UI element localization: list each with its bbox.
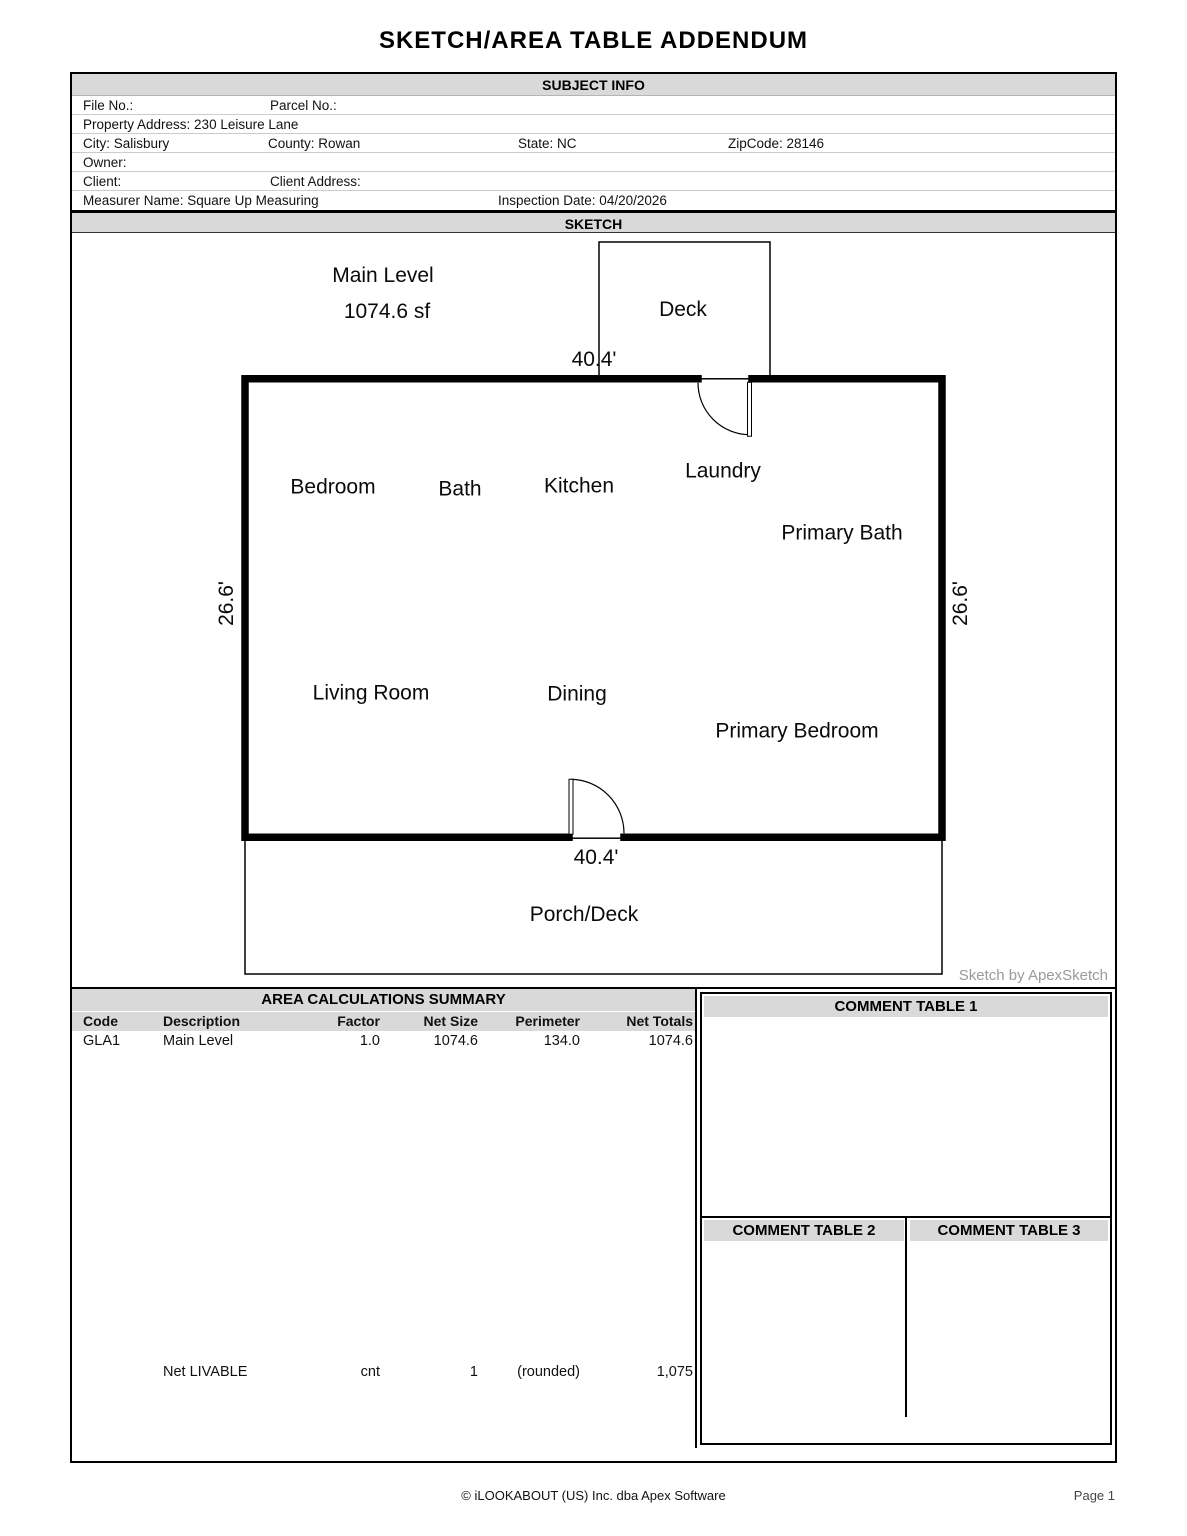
floorplan-walls (245, 379, 942, 837)
col-header-net-size: Net Size (423, 1013, 478, 1029)
net-cell-factor: cnt (360, 1364, 380, 1380)
page-footer (70, 1488, 1117, 1506)
field-city: City: Salisbury (83, 136, 170, 151)
top-door-arc (698, 383, 750, 435)
comment-tables-2-3 (702, 1218, 1110, 1443)
room-label-dining: Dining (547, 682, 607, 706)
room-label-living-room: Living Room (312, 681, 430, 705)
col-header-code: Code (83, 1013, 118, 1029)
dim-left: 26.6' (214, 581, 239, 626)
level-area-label: 1074.6 sf (343, 299, 431, 323)
bottom-door-arc (571, 779, 624, 833)
net-cell-net-size: 1 (469, 1364, 478, 1380)
col-header-factor: Factor (337, 1013, 380, 1029)
field-property-address: Property Address: 230 Leisure Lane (83, 117, 299, 132)
col-header-net-totals: Net Totals (626, 1013, 693, 1029)
net-cell-perimeter: (rounded) (517, 1364, 580, 1380)
net-cell-net-totals: 1,075 (656, 1364, 693, 1380)
room-label-deck: Deck (659, 297, 707, 321)
field-inspection-date: Inspection Date: 04/20/2026 (498, 193, 667, 208)
comment-tables-panel (697, 989, 1115, 1448)
comment-table-3 (908, 1218, 1110, 1443)
col-header-description: Description (163, 1013, 241, 1029)
sketch-header: SKETCH (72, 210, 1115, 233)
comment-table-2 (702, 1218, 906, 1443)
dim-right: 26.6' (948, 581, 973, 626)
room-label-primary-bath: Primary Bath (781, 521, 903, 545)
col-header-perimeter: Perimeter (515, 1013, 580, 1029)
cell-net-totals: 1074.6 (648, 1033, 693, 1049)
document-frame (70, 72, 1117, 1463)
field-client: Client: (83, 174, 122, 189)
subject-row-6 (72, 191, 1115, 210)
area-summary-column-headers (72, 1012, 695, 1031)
area-calculations-panel (72, 989, 697, 1448)
cell-factor: 1.0 (359, 1033, 380, 1049)
comment-table-2-header: COMMENT TABLE 2 (704, 1220, 904, 1241)
cell-net-size: 1074.6 (433, 1033, 478, 1049)
field-zipcode: ZipCode: 28146 (728, 136, 825, 151)
cell-perimeter: 134.0 (543, 1033, 580, 1049)
net-cell-description: Net LIVABLE (163, 1364, 248, 1380)
room-label-laundry: Laundry (685, 459, 761, 483)
field-file-no: File No.: (83, 98, 134, 113)
field-client-address: Client Address: (270, 174, 361, 189)
field-owner: Owner: (83, 155, 127, 170)
net-livable-row (72, 1362, 695, 1382)
comment-tables-divider (905, 1218, 907, 1417)
field-parcel-no: Parcel No.: (270, 98, 337, 113)
sketch-canvas (72, 233, 1115, 987)
field-measurer-name: Measurer Name: Square Up Measuring (83, 193, 319, 208)
comment-table-1 (702, 994, 1110, 1218)
table-row (72, 1031, 695, 1052)
subject-row-3 (72, 134, 1115, 153)
room-label-bedroom: Bedroom (290, 475, 376, 499)
floorplan-sketch (72, 233, 1115, 987)
bottom-door-leaf (569, 779, 573, 834)
sketch-credit: Sketch by ApexSketch (958, 967, 1108, 985)
comment-table-1-header: COMMENT TABLE 1 (704, 996, 1108, 1017)
cell-code: GLA1 (83, 1033, 121, 1049)
comment-table-3-header: COMMENT TABLE 3 (910, 1220, 1108, 1241)
level-label: Main Level (332, 263, 434, 287)
subject-row-2 (72, 115, 1115, 134)
top-door-leaf (748, 382, 752, 436)
room-label-porch-deck: Porch/Deck (529, 903, 639, 927)
cell-description: Main Level (163, 1033, 234, 1049)
area-summary-header: AREA CALCULATIONS SUMMARY (72, 989, 695, 1011)
subject-row-5 (72, 172, 1115, 191)
dim-top: 40.4' (571, 347, 617, 371)
footer-page-number: Page 1 (1073, 1488, 1115, 1503)
room-label-kitchen: Kitchen (544, 474, 614, 498)
footer-copyright: © iLOOKABOUT (US) Inc. dba Apex Software (461, 1488, 726, 1503)
room-label-bath: Bath (438, 477, 482, 501)
bottom-section (72, 987, 1115, 1448)
field-state: State: NC (518, 136, 577, 151)
field-county: County: Rowan (268, 136, 361, 151)
subject-row-4 (72, 153, 1115, 172)
page-title: SKETCH/AREA TABLE ADDENDUM (378, 27, 809, 54)
comment-box (700, 992, 1112, 1445)
dim-bottom: 40.4' (573, 846, 619, 870)
subject-info-header: SUBJECT INFO (72, 74, 1115, 96)
room-label-primary-bedroom: Primary Bedroom (715, 719, 879, 743)
subject-row-1 (72, 96, 1115, 115)
net-cell-code (72, 1362, 163, 1382)
